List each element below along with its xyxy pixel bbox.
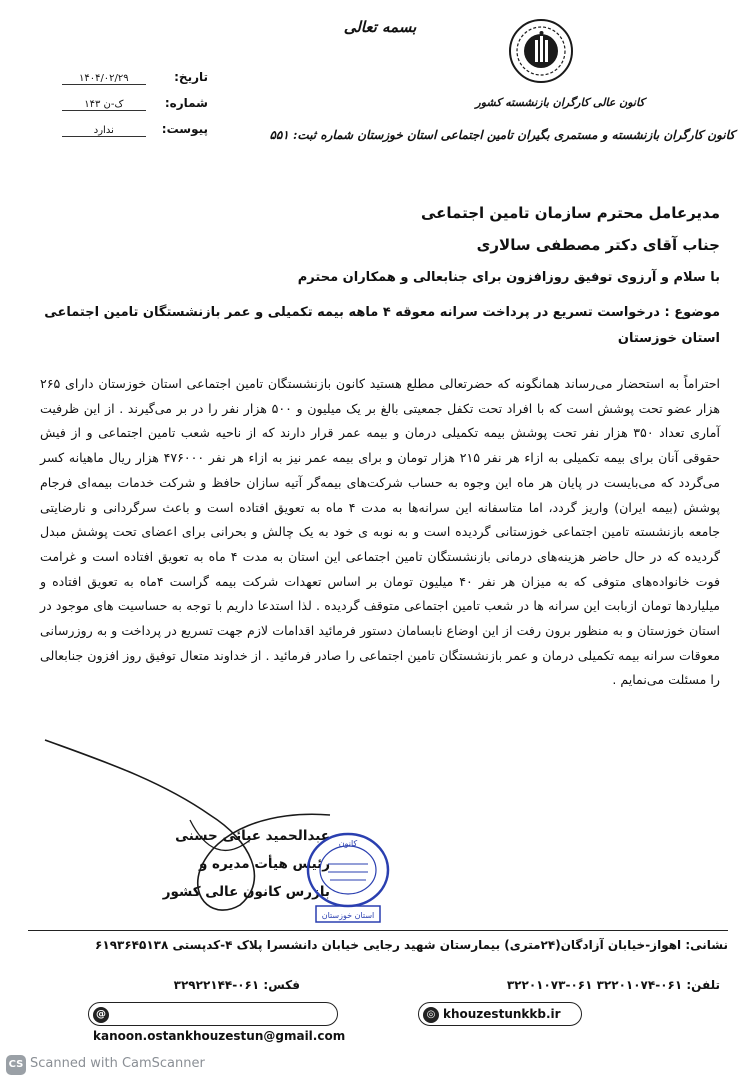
- basmala: بسمه تعالی: [343, 18, 417, 36]
- globe-icon: ◎: [423, 1007, 439, 1023]
- number-label: شماره:: [164, 96, 208, 110]
- email-icon: @: [93, 1007, 109, 1023]
- date-value: ۱۴۰۴/۰۲/۲۹: [62, 73, 146, 85]
- date-label: تاریخ:: [174, 70, 208, 84]
- scanner-watermark: Scanned with CamScanner: [30, 1056, 205, 1071]
- footer-phone: تلفن: ۰۶۱-۳۲۲۰۱۰۷۴ ۰۶۱-۳۲۲۰۱۰۷۳: [506, 978, 720, 992]
- signer-name: عبدالحمید عبائی حسنی: [175, 828, 330, 844]
- camscanner-logo-icon: CS: [6, 1055, 26, 1075]
- organization-subtitle: کانون کارگران بازنشسته و مستمری بگیران تامین اجتماعی استان خوزستان شماره ثبت: ۵۵۱: [269, 128, 735, 142]
- attachment-label: پیوست:: [161, 122, 208, 136]
- letter-subject: موضوع : درخواست تسریع در پرداخت سرانه معوقه ۴ ماهه بیمه تکمیلی و عمر بازنشستگان تامین اجتماعی استان خوزستان: [44, 305, 720, 346]
- recipient-title: مدیرعامل محترم سازمان تامین اجتماعی: [420, 204, 720, 222]
- attachment-row: [58, 122, 208, 137]
- footer-divider: [28, 930, 728, 931]
- footer-fax: فکس: ۰۶۱-۳۲۹۲۲۱۴۴: [173, 978, 300, 992]
- number-row: [58, 96, 208, 111]
- stamp-bottom-text: استان خوزستان: [321, 911, 375, 920]
- date-row: [58, 70, 208, 85]
- footer-email[interactable]: [88, 1002, 346, 1043]
- footer-address: نشانی: اهواز-خیابان آزادگان(۲۴متری) بیمارستان شهید رجایی خیابان دانشسرا پلاک ۴-کدپستی ۶۱۹۳۶۴۵۱۳۸: [95, 938, 728, 952]
- letter-body: احتراماً به استحضار می‌رساند همانگونه که حضرتعالی مطلع هستید کانون بازنشستگان تامین اجتماعی استان خوزستان دارای ۲۶۵ هزار عضو تحت پوشش است که با افراد تحت تکفل جمعیتی بالغ بر یک میلیون و ۵۰۰ هزار نفر را در بر می‌گیرند . از این ظرفیت آماری تعداد ۳۵۰ هزار نفر تحت پوشش بیمه تکمیلی درمان و بیمه عمر قرار دارند که از ناحیه شعب تامین اجتماعی و از فیش حقوقی آنان برای بیمه تکمیلی به ازاء هر نفر ۲۱۵ هزار تومان و برای بیمه عمر نیز به ازاء هر نفر ۴۷۶۰۰۰ هزار ریال ماهیانه کسر می‌گردد که می‌بایست در پایان هر ماه این وجوه به حساب شرکت‌های بیمه‌گر آتیه سازان حافظ و شرکت خدمات بیمه‌ای فرجام پوشش (بیمه ایران) واریز گردد، اما متاسفانه این سرانه‌ها به مدت ۴ ماه به تعویق افتاده است و باعث سرگردانی و نارضایتی جامعه بازنشسته تامین اجتماعی خوزستانی گردیده است و به نوبه ی خود به یک چالش و بحرانی برای اعضای تحت پوشش مبدل گردیده که در حال حاضر هزینه‌های درمانی بازنشستگان تامین اجتماعی این استان به مدت ۴ ماه به تعویق افتاده است و غرامت فوت خانواده‌های متوفی که به میزان هر نفر ۴۰ میلیون تومان بر اساس تعهدات شرکت بیمه گراست ۴ماه به تعویق افتاده و میلیاردها تومان ازبابت این سرانه ها در شعب تامین اجتماعی متوقف گردیده . لذا استدعا داریم با توجه به حساسیت های موجود در استان خوزستان و به منظور برون رفت از این اوضاع نابسامان دستور فرمائید اقدامات لازم جهت تسریع در پرداخت و به روزرسانی معوقات سرانه بیمه تکمیلی درمان و عمر بازنشستگان تامین اجتماعی را صادر فرمائید . از خداوند متعال توفیق روز افزون جنابعالی را مسئلت می‌نمایم .: [40, 376, 721, 688]
- organization-logo: [508, 18, 574, 84]
- website-text: khouzestunkkb.ir: [443, 1007, 561, 1021]
- signer-title-2: بازرس کانون عالی کشور: [162, 884, 330, 900]
- organization-name: کانون عالی کارگران بازنشسته کشور: [475, 96, 645, 109]
- signer-title-1: رئیس هیأت مدیره و: [198, 856, 330, 872]
- attachment-value: ندارد: [62, 125, 146, 137]
- email-text: kanoon.ostankhouzestun@gmail.com: [93, 1029, 346, 1043]
- greeting: با سلام و آرزوی توفیق روزافزون برای جنابعالی و همکاران محترم: [297, 270, 720, 285]
- official-stamp: [292, 828, 404, 928]
- recipient-name: جناب آقای دکتر مصطفی سالاری: [476, 236, 720, 254]
- footer-website[interactable]: [418, 1002, 582, 1026]
- stamp-ring-text: کانون: [338, 839, 358, 848]
- number-value: ک-ن ۱۴۳: [62, 99, 146, 111]
